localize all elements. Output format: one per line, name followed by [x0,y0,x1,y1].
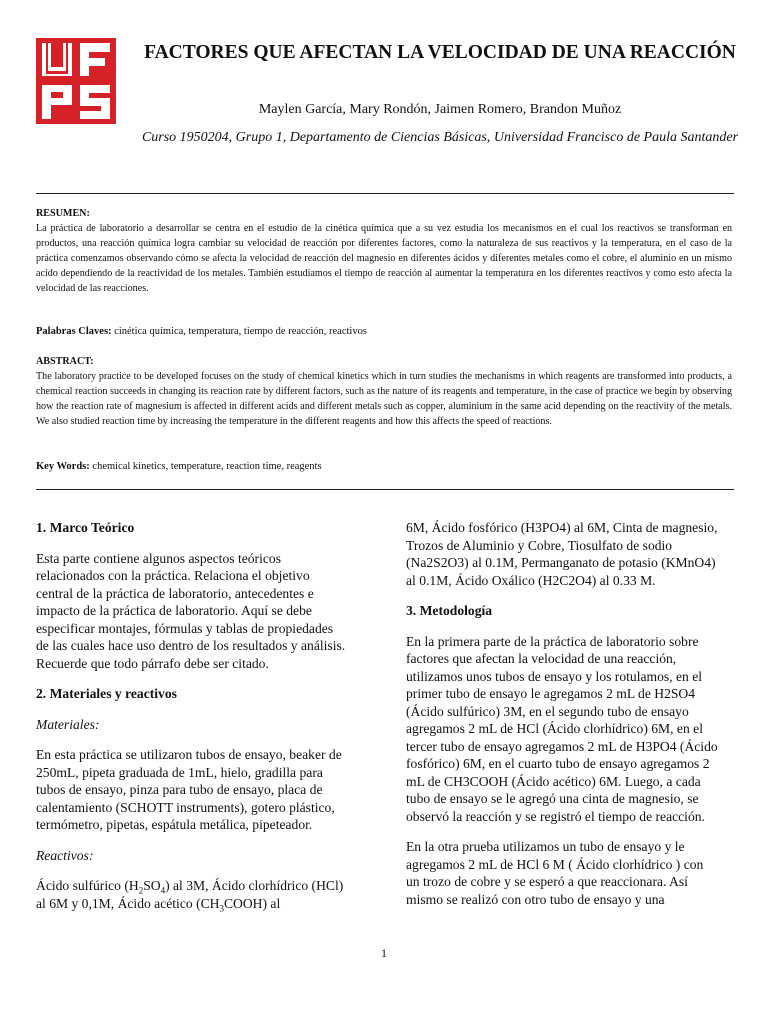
materiales-body: En esta práctica se utilizaron tubos de ensayo, beaker de 250mL, pipeta graduada de 1mL, hielo, gradilla para tubos de ensayo, pinza para tubo de ensayo, placa de calentamiento (SCHOTT instruments), gotero plástico, termómetro, pipetas, espátula metálica, pipeteador. [36,747,342,832]
top-divider [36,193,734,194]
palabras-label: Palabras Claves: [36,326,112,337]
section-2-heading: 2. Materiales y reactivos [36,686,177,701]
section-1-body: Esta parte contiene algunos aspectos teóricos relacionados con la práctica. Relaciona el objetivo central de la práctica de laboratorio, antecedentes e impacto de la práctica de laboratorio. Aquí se debe especificar montajes, fórmulas y tablas de propiedades de las cuales hace uso dentro de los resultados y análisis. Recuerde que todo párrafo debe ser citado. [36,550,346,671]
page-number: 1 [381,946,387,960]
palabras-value: cinética química, temperatura, tiempo de reacción, reactivos [111,326,367,337]
resumen-heading: RESUMEN: [36,208,90,219]
abstract-block [36,354,732,429]
authors: Maylen García, Mary Rondón, Jaimen Romero, Brandon Muñoz [258,102,622,117]
resumen-body: La práctica de laboratorio a desarrollar se centra en el estudio de la cinética química que a su vez estudia los mecanismos en el cual los reactivos se transforman en productos, una reacción química logra cambiar su velocidad de reacción por diferentes factores, como la naturaleza de sus reactivos y la temperatura, en el caso de la práctica comenzamos observando cómo se afecta la velocidad de reacción del magnesio en diferentes ácidos y diferentes metales como el cobre, el aluminio en un mismo acido dependiendo de la reactividad de los metales. También estudiamos el tiempo de reacción al aumentar la temperatura en los diferentes reactivos y como esto afecta la velocidad de las reacciones. [36,223,732,294]
ufps-logo [36,38,116,124]
affiliation: Curso 1950204, Grupo 1, Departamento de Ciencias Básicas, Universidad Francisco de Paula Santander [141,130,739,145]
abstract-body: The laboratory practice to be developed focuses on the study of chemical kinetics which in turn studies the mechanisms in which reagents are transformed into products, a chemical reaction succeeds in changing its reaction rate by different factors, such as the nature of its reagents and temperature, in the case of practice we begin by observing how the reaction rate of magnesium is affected in different acids and different metals such as copper, aluminium in the same acid depending on the reactivity of the metals. We also studied reaction time by increasing the temperature in the different reagents and how this affects the speed of reactions. [36,371,732,427]
paper-title: FACTORES QUE AFECTAN LA VELOCIDAD DE UNA REACCIÓN [144,42,736,63]
section-3-heading: 3. Metodología [406,603,493,618]
resumen-block [36,206,732,296]
metodologia-paragraph-1: En la primera parte de la práctica de laboratorio sobre factores que afectan la velocidad de una reacción, utilizamos unos tubos de ensayo y los rotulamos, en el primer tubo de ensayo le agregamos 2 mL de H2SO4 (Ácido sulfúrico) 3M, en el segundo tubo de ensayo agregamos 2 mL de HCl (Ácido clorhídrico) 6M, en el tercer tubo de ensayo agregamos 2 mL de H3PO4 (Ácido fosfórico) 6M, en el cuarto tubo de ensayo agregamos 2 mL de CH3COOH (Ácido acético) 6M. Luego, a cada tubo de ensayo se le agregó una cinta de magnesio, se observó la reacción y se registró el tiempo de reacción. [406,633,718,824]
reactivos-body: Ácido sulfúrico $(H_2SO_4)$ al 3M, Ácido clorhídrico (HCl) al 6M y 0,1M, Ácido acético $(CH_3COOH)$ al [36,878,344,914]
abstract-heading: ABSTRACT: [36,356,94,367]
section-1-heading: 1. Marco Teórico [36,520,135,535]
materiales-label: Materiales: [36,716,100,732]
right-column [406,519,718,921]
key-words [36,459,732,474]
reactivos-label: Reactivos: [36,847,94,863]
reactivos-continued: 6M, Ácido fosfórico (H3PO4) al 6M, Cinta de magnesio, Trozos de Aluminio y Cobre, Tiosulfato de sodio (Na2S2O3) al 0.1M, Permanganato de potasio (KMnO4) al 0.1M, Ácido Oxálico (H2C2O4) al 0.33 M. [406,520,718,588]
keywords-label: Key Words: [36,461,90,472]
palabras-claves [36,324,732,339]
left-column [36,519,348,925]
keywords-value: chemical kinetics, temperature, reaction time, reagents [89,461,322,472]
metodologia-paragraph-2: En la otra prueba utilizamos un tubo de ensayo y le agregamos 2 mL de HCl 6 M ( Ácido clorhídrico ) con un trozo de cobre y se esperó a que reaccionara. Así mismo se realizó con otro tubo de ensayo y una [406,839,704,907]
mid-divider [36,489,734,490]
